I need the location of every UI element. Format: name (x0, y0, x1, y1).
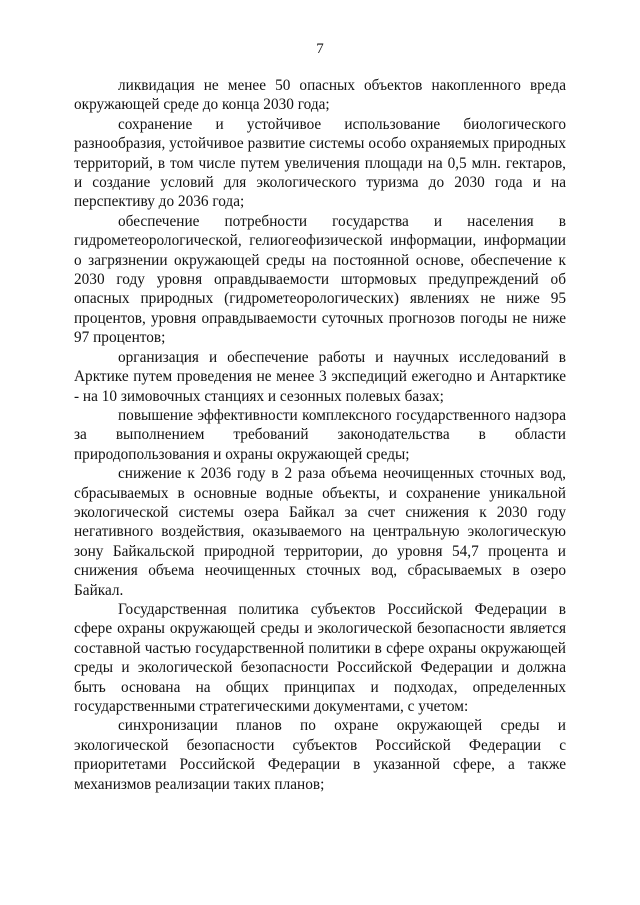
paragraph-state-supervision: повышение эффективности комплексного государственного надзора за выполнением требований законодательства в области природопользования и охраны окружающей среды; (74, 406, 566, 463)
paragraph-arctic-research: организация и обеспечение работы и научных исследований в Арктике путем проведения не менее 3 экспедиций ежегодно и Антарктике - на 10 зимовочных станциях и сезонных полевых базах; (74, 348, 566, 405)
page-number: 7 (316, 41, 324, 57)
paragraph-plan-synchronization: синхронизации планов по охране окружающей среды и экологической безопасности субъектов Российской Федерации с приоритетами Российской Федерации в указанной сфере, а также механизмов реализации таких планов; (74, 717, 566, 793)
paragraph-hydrometeorology: обеспечение потребности государства и населения в гидрометеорологической, гелиогеофизической информации, информации о загрязнении окружающей среды на постоянной основе, обеспечение к 2030 году уровня оправдываемости штормовых предупреждений об опасных природных (гидрометеорологических) явлениях не ниже 95 процентов, уровня оправдываемости суточных прогнозов погоды не ниже 97 процентов; (74, 212, 566, 347)
paragraph-wastewater-baikal: снижение к 2036 году в 2 раза объема неочищенных сточных вод, сбрасываемых в основные водные объекты, и сохранение уникальной экологической системы озера Байкал за счет снижения к 2030 году негативного воздействия, оказываемого на центральную экологическую зону Байкальской природной территории, до уровня 54,7 процента и снижения объема неочищенных сточных вод, сбрасываемых в озеро Байкал. (74, 465, 566, 599)
document-body (74, 76, 566, 794)
paragraph-regional-policy: Государственная политика субъектов Российской Федерации в сфере охраны окружающей среды и экологической безопасности является составной частью государственной политики в сфере охраны окружающей среды и экологической безопасности Российской Федерации и должна быть основана на общих принципах и подходах, определенных государственными стратегическими документами, с учетом: (74, 600, 566, 715)
paragraph-waste-liquidation: ликвидация не менее 50 опасных объектов накопленного вреда окружающей среде до конца 2030 года; (74, 77, 566, 114)
paragraph-biodiversity: сохранение и устойчивое использование биологического разнообразия, устойчивое развитие системы особо охраняемых природных территорий, в том числе путем увеличения площади на 0,5 млн. гектаров, и создание условий для экологического туризма до 2030 года и на перспективу до 2036 года; (74, 115, 566, 211)
